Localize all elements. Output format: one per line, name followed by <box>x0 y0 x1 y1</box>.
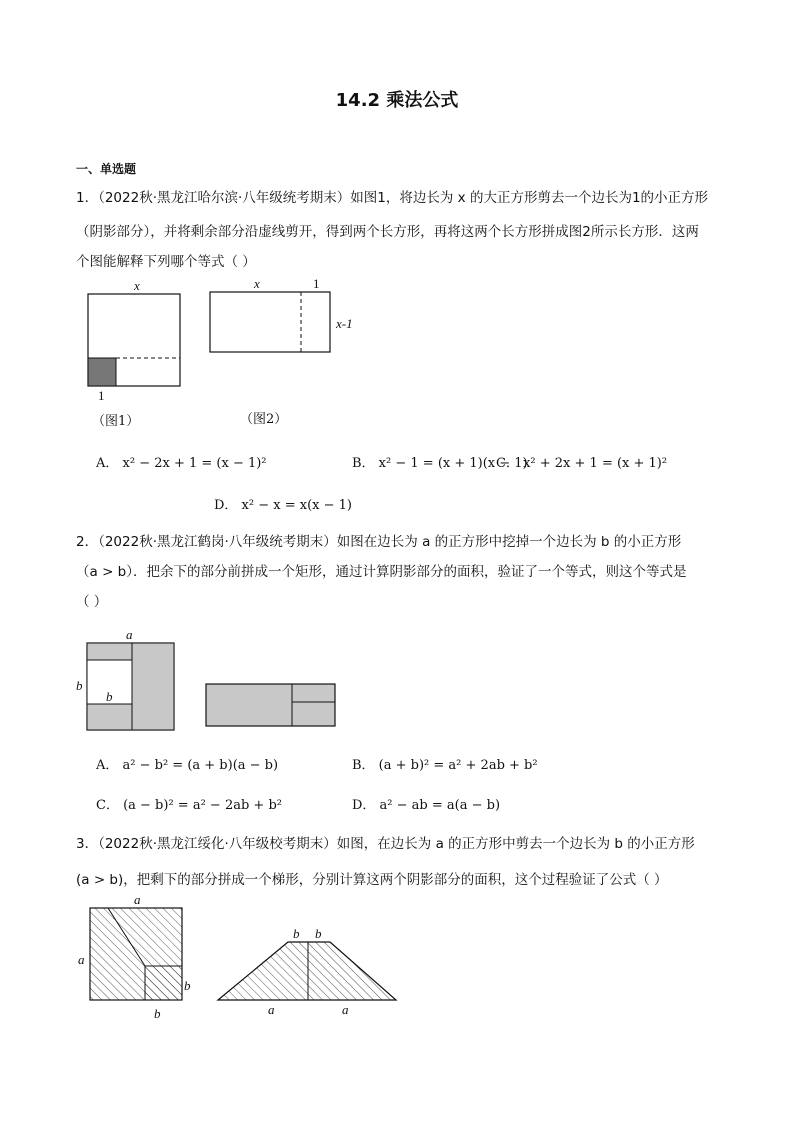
q1-option-c[interactable]: C． x² + 2x + 1 = (x + 1)² <box>496 456 668 471</box>
fig2-label-1: 1 <box>313 276 320 291</box>
fig1-label-1: 1 <box>98 388 105 403</box>
fig-q2-label-b-side: b <box>76 678 83 693</box>
q3-stem-line2: (a > b)，把剩下的部分拼成一个梯形，分别计算这两个阴影部分的面积，这个过程验证了公式（ ） <box>76 872 668 888</box>
page-title: 14.2 乘法公式 <box>335 90 459 111</box>
q1-option-d[interactable]: D． x² − x = x(x − 1) <box>214 498 352 513</box>
q3-figures <box>70 892 410 1027</box>
q1-stem-line1: 1．（2022秋·黑龙江哈尔滨·八年级统考期末）如图1，将边长为 x 的大正方形剪去一个边长为1的小正方形 <box>76 190 709 206</box>
q1-option-a[interactable]: A． x² − 2x + 1 = (x − 1)² <box>96 456 267 471</box>
q2-option-d[interactable]: D． a² − ab = a(a − b) <box>352 798 501 813</box>
fig-q2-label-a: a <box>126 627 133 642</box>
q2-figure <box>70 626 350 736</box>
q1-fig1-caption: （图1） <box>92 414 140 429</box>
q3-stem-line1: 3．（2022秋·黑龙江绥化·八年级校考期末）如图，在边长为 a 的正方形中剪去一个边长为 b 的小正方形 <box>76 836 695 852</box>
fig-q2-label-b-inner: b <box>106 689 113 704</box>
fig-q3-left-top: a <box>134 892 141 907</box>
q1-option-b[interactable]: B． x² − 1 = (x + 1)(x − 1) <box>352 456 528 471</box>
q2-option-c[interactable]: C． (a − b)² = a² − 2ab + b² <box>96 798 282 813</box>
q2-option-b[interactable]: B． (a + b)² = a² + 2ab + b² <box>352 758 538 773</box>
q1-fig2-caption: （图2） <box>240 412 288 427</box>
q2-stem-line1: 2．（2022秋·黑龙江鹤岗·八年级统考期末）如图在边长为 a 的正方形中挖掉一个边长为 b 的小正方形 <box>76 534 682 550</box>
fig-q3-right-b1: b <box>293 926 300 941</box>
fig-q3-right-a1: a <box>268 1002 275 1017</box>
q1-stem-line3: 个图能解释下列哪个等式（ ） <box>76 254 256 270</box>
q1-figure-2 <box>200 276 370 366</box>
q2-stem-line3: （ ） <box>76 594 108 610</box>
fig-q3-right-b2: b <box>315 926 322 941</box>
fig2-label-x: x <box>254 276 260 291</box>
fig-q3-right-a2: a <box>342 1002 349 1017</box>
fig-q3-left-left: a <box>78 952 85 967</box>
q2-option-a[interactable]: A． a² − b² = (a + b)(a − b) <box>96 758 279 773</box>
fig2-label-side: x-1 <box>336 316 353 331</box>
fig-q3-left-right: b <box>184 978 191 993</box>
q1-stem-line2: （阴影部分），并将剩余部分沿虚线剪开，得到两个长方形，再将这两个长方形拼成图2所示长方形．这两 <box>76 224 699 240</box>
q2-stem-line2: （a > b）．把余下的部分前拼成一个矩形，通过计算阴影部分的面积，验证了一个等式，则这个等式是 <box>76 564 687 580</box>
fig-q3-left-bottom: b <box>154 1006 161 1021</box>
section-heading: 一、单选题 <box>76 162 137 176</box>
fig1-label-x: x <box>134 278 140 293</box>
q1-figure-1 <box>80 278 190 408</box>
